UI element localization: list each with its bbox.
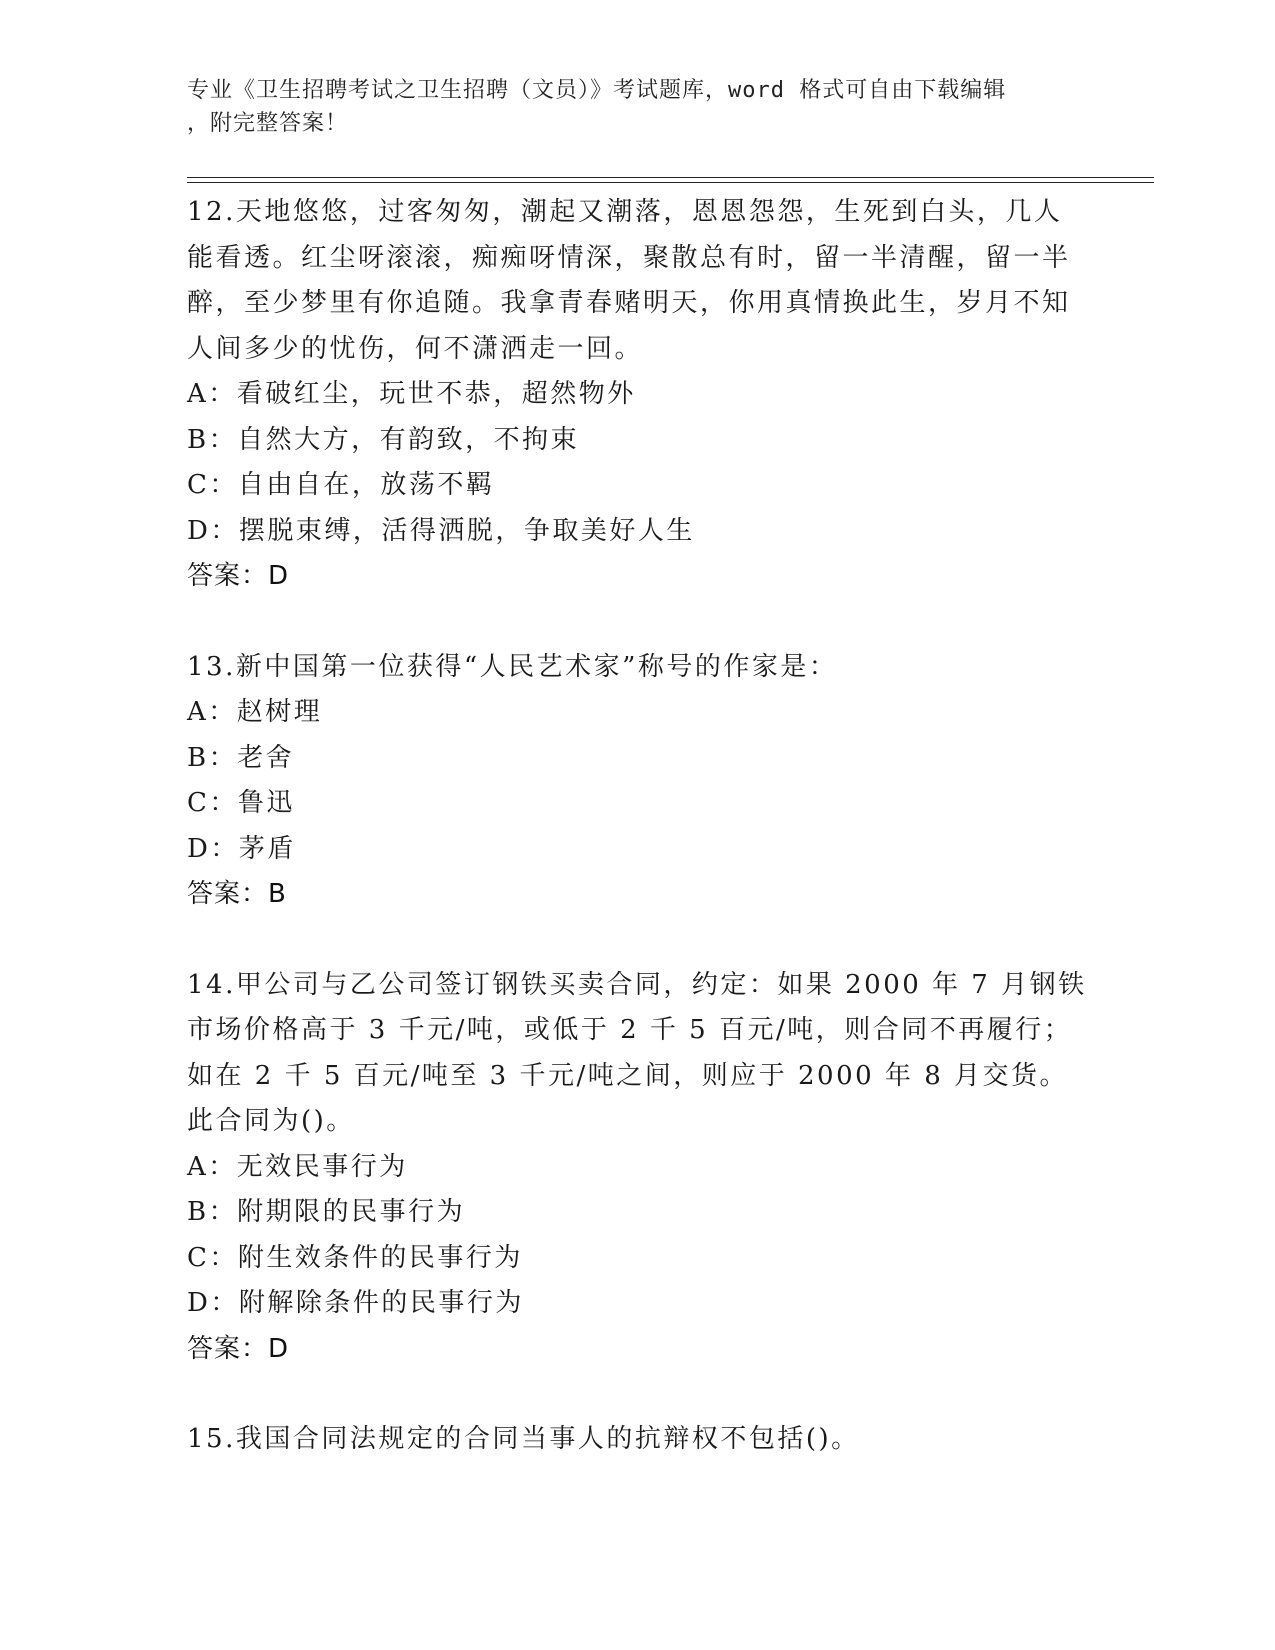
document-header (187, 74, 1067, 140)
option-c: C：鲁迅 (187, 788, 295, 818)
question-12 (187, 190, 1087, 600)
answer-label: 答案：D (187, 561, 290, 591)
option-c: C：附生效条件的民事行为 (187, 1242, 523, 1273)
question-text: 15.我国合同法规定的合同当事人的抗辩权不包括()。 (187, 1424, 860, 1454)
answer-label: 答案：B (187, 879, 287, 909)
option-d: D：附解除条件的民事行为 (187, 1288, 524, 1318)
answer-label: 答案：D (187, 1333, 290, 1364)
question-text: 13.新中国第一位获得“人民艺术家”称号的作家是： (187, 651, 838, 682)
question-text: 12.天地悠悠，过客匆匆，潮起又潮落，恩恩怨怨，生死到白头，几人能看透。红尘呀滚滚，痴痴呀情深，聚散总有时，留一半清醒，留一半醉，至少梦里有你追随。我拿青春赌明天，你用真情换此生，岁月不知人间多少的忧伤，何不潇洒走一回。 (187, 197, 1071, 364)
question-14 (187, 963, 1087, 1373)
question-15 (187, 1417, 1087, 1463)
option-a: A：看破红尘，玩世不恭，超然物外 (187, 379, 636, 409)
option-d: D：茅盾 (187, 833, 296, 864)
option-a: A：赵树理 (187, 697, 323, 727)
question-text: 14.甲公司与乙公司签订钢铁买卖合同，约定：如果 2000 年 7 月钢铁市场价格高于 3 千元/吨，或低于 2 千 5 百元/吨，则合同不再履行；如在 2 千 5 百元/吨至 3 千元/吨之间，则应于 2000 年 8 月交货。此合同为()。 (187, 969, 1087, 1136)
header-line-1: 专业《卫生招聘考试之卫生招聘（文员）》考试题库，word 格式可自由下载编辑 (187, 78, 1007, 103)
option-a: A：无效民事行为 (187, 1151, 408, 1182)
header-divider-bottom (187, 182, 1154, 183)
option-b: B：自然大方，有韵致，不拘束 (187, 424, 580, 455)
option-c: C：自由自在，放荡不羁 (187, 470, 495, 500)
header-divider-top (187, 177, 1154, 178)
question-list (187, 190, 1087, 1508)
option-b: B：老舍 (187, 742, 295, 773)
option-b: B：附期限的民事行为 (187, 1197, 466, 1227)
question-13 (187, 645, 1087, 918)
option-d: D：摆脱束缚，活得洒脱，争取美好人生 (187, 515, 695, 546)
header-line-2: ，附完整答案！ (187, 111, 349, 136)
